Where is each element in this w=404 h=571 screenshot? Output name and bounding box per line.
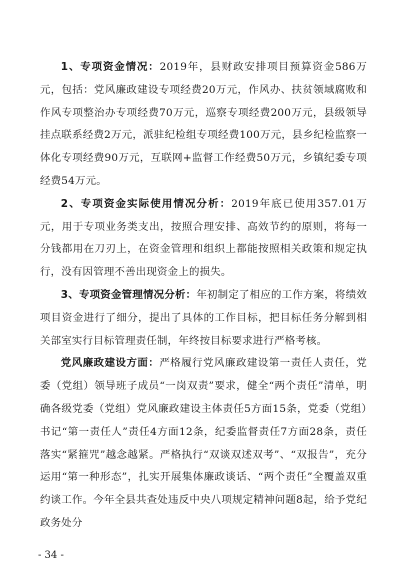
paragraph-heading: 3、专项资金管理情况分析： bbox=[60, 288, 197, 301]
paragraph-text: 年初制定了相应的工作方案，将绩效项目资金进行了细分，提出了具体的工作目标，把目标任务分解到相关部室实行目标管理责任制，年终按目标要求进行严格考核。 bbox=[40, 288, 367, 347]
paragraph-funds-usage bbox=[40, 193, 367, 284]
paragraph-text: 严格履行党风廉政建设第一责任人责任，党委（党组）领导班子成员“一岗双责”要求，健全“两个责任”清单，明确各级党委（党组）党风廉政建设主体责任5方面15条，党委（党组）书记“第一责任人”责任4方面12条，纪委监督责任7方面28条，责任落实“紧箍咒”越念越紧。严格执行“双谈双述双考”、“双报告”，充分运用“第一种形态”，扎实开展集体廉政谈话、“两个责任”全覆盖双重约谈工作。今年全县共查处违反中央八项规定精神问题8起，给予党纪政务处分 bbox=[40, 357, 368, 529]
paragraph-special-funds bbox=[40, 56, 367, 193]
paragraph-funds-management bbox=[40, 284, 367, 352]
paragraph-heading: 1、专项资金情况： bbox=[60, 61, 160, 73]
page-number: - 34 - bbox=[38, 550, 64, 561]
paragraph-text: 2019年，县财政安排项目预算资金586万元，包括：党风廉政建设专项经费20万元，作风办、扶贫领域腐败和作风专项整治办专项经费70万元，巡察专项经费200万元，县级领导挂点联系经费2万元，派驻纪检组专项经费100万元，县乡纪检监察一体化专项经费90万元，互联网+监督工作经费50万元，乡镇纪委专项经费54万元。 bbox=[40, 61, 367, 187]
paragraph-heading: 党风廉政建设方面： bbox=[60, 357, 160, 370]
paragraph-text: 2019年底已使用357.01万元，用于专项业务类支出，按照合理安排、高效节约的原则，将每一分钱都用在刀刃上，在资金管理和组织上都能按照相关政策和规定执行，没有因管理不善出现资金上的损失。 bbox=[40, 197, 367, 279]
paragraph-heading: 2、专项资金实际使用情况分析： bbox=[60, 197, 232, 210]
document-body bbox=[40, 56, 367, 535]
paragraph-party-conduct bbox=[40, 352, 367, 534]
